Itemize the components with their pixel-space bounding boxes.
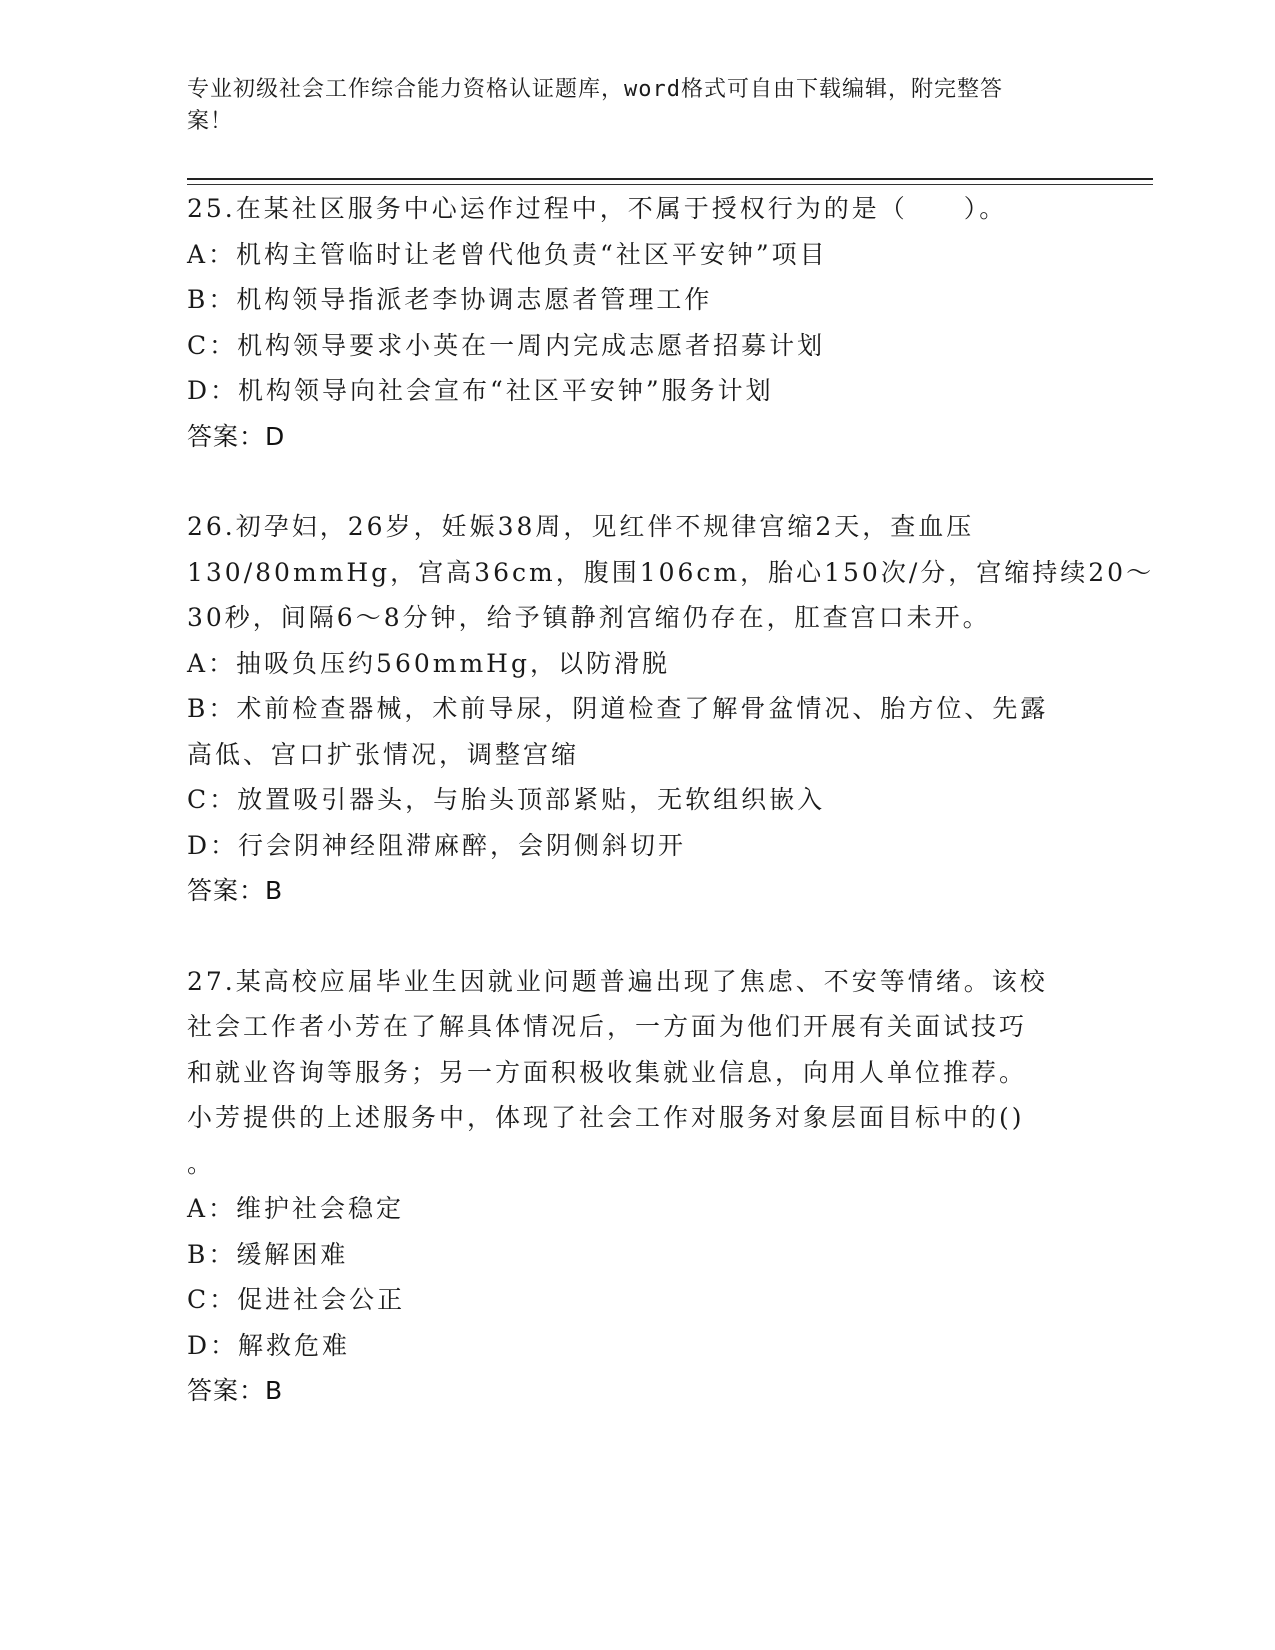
spacer bbox=[187, 914, 1087, 959]
option-c: C：机构领导要求小英在一周内完成志愿者招募计划 bbox=[187, 330, 826, 360]
question-27 bbox=[187, 959, 1087, 1414]
question-list bbox=[187, 186, 1155, 1414]
answer-label: 答案：B bbox=[187, 1376, 284, 1405]
answer-label: 答案：D bbox=[187, 421, 286, 451]
option-a: A：机构主管临时让老曾代他负责“社区平安钟”项目 bbox=[187, 239, 828, 269]
header-divider-thin bbox=[187, 184, 1153, 185]
document-header bbox=[187, 74, 1067, 138]
question-stem: 社会工作者小芳在了解具体情况后，一方面为他们开展有关面试技巧 bbox=[187, 1012, 1028, 1041]
header-line: 案！ bbox=[187, 109, 234, 134]
answer-label: 答案：B bbox=[187, 876, 284, 905]
option-b: B：机构领导指派老李协调志愿者管理工作 bbox=[187, 285, 713, 314]
header-divider-thick bbox=[187, 178, 1153, 180]
question-stem: 30秒，间隔6～8分钟，给予镇静剂宫缩仍存在，肛查宫口未开。 bbox=[187, 603, 991, 632]
question-stem: 。 bbox=[187, 1148, 216, 1178]
question-stem: 25.在某社区服务中心运作过程中，不属于授权行为的是（ ）。 bbox=[187, 194, 1008, 223]
question-stem: 26.初孕妇，26岁，妊娠38周，见红伴不规律宫缩2天，查血压 bbox=[187, 512, 975, 541]
option-c: C：放置吸引器头，与胎头顶部紧贴，无软组织嵌入 bbox=[187, 785, 826, 814]
option-c: C：促进社会公正 bbox=[187, 1285, 406, 1314]
option-b: B：缓解困难 bbox=[187, 1239, 349, 1269]
question-25 bbox=[187, 186, 1087, 459]
option-d: D：解救危难 bbox=[187, 1330, 351, 1360]
spacer bbox=[187, 459, 1087, 504]
option-b-continued: 高低、宫口扩张情况，调整宫缩 bbox=[187, 739, 580, 769]
option-a: A：维护社会稳定 bbox=[187, 1194, 405, 1223]
option-d: D：行会阴神经阻滞麻醉，会阴侧斜切开 bbox=[187, 830, 687, 860]
option-d: D：机构领导向社会宣布“社区平安钟”服务计划 bbox=[187, 376, 774, 405]
question-stem: 和就业咨询等服务；另一方面积极收集就业信息，向用人单位推荐。 bbox=[187, 1057, 1028, 1087]
question-stem: 130/80mmHg，宫高36cm，腹围106cm，胎心150次/分，宫缩持续20～ bbox=[187, 557, 1155, 587]
header-line: 专业初级社会工作综合能力资格认证题库，word格式可自由下载编辑，附完整答 bbox=[187, 77, 1003, 102]
question-26 bbox=[187, 504, 1155, 914]
option-a: A：抽吸负压约560mmHg，以防滑脱 bbox=[187, 648, 670, 678]
option-b: B：术前检查器械，术前导尿，阴道检查了解骨盆情况、胎方位、先露 bbox=[187, 694, 1049, 723]
question-stem: 小芳提供的上述服务中，体现了社会工作对服务对象层面目标中的() bbox=[187, 1103, 1025, 1132]
question-stem: 27.某高校应届毕业生因就业问题普遍出现了焦虑、不安等情绪。该校 bbox=[187, 966, 1048, 996]
